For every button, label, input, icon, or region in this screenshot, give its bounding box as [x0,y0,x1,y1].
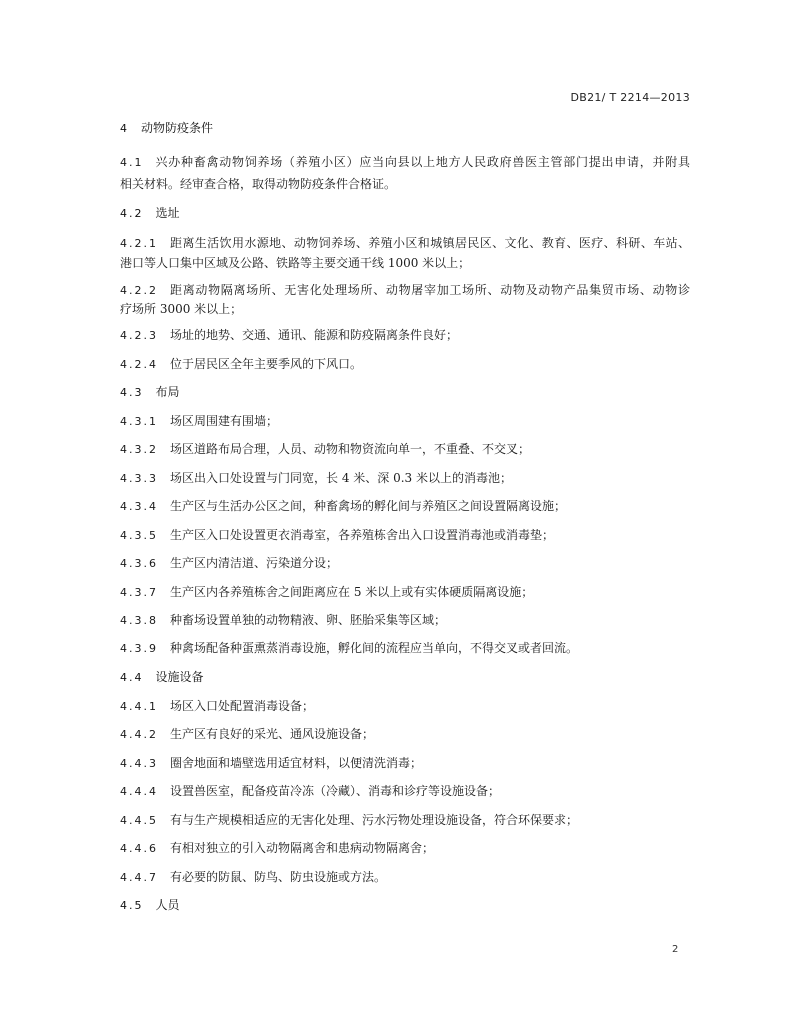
clause-4-1-continued [120,176,690,192]
clause-4-3-8 [120,612,690,628]
clause-4-4-3 [120,755,690,771]
clause-text: 种禽场配备种蛋熏蒸消毒设施，孵化间的流程应当单向，不得交叉或者回流。 [170,641,579,655]
clause-number: 4.4.3 [120,757,158,770]
clause-number: 4.4.1 [120,700,158,713]
section-heading-4-4 [120,669,690,685]
clause-text: 生产区内清洁道、污染道分设； [170,556,339,570]
clause-number: 4.4.6 [120,842,158,855]
section-title: 布局 [155,385,180,399]
section-title: 选址 [155,206,180,220]
clause-text: 场址的地势、交通、通讯、能源和防疫隔离条件良好； [170,328,459,342]
clause-4-4-6 [120,840,690,856]
clause-4-3-9 [120,640,690,656]
section-number: 4 [120,122,129,135]
clause-text: 兴办种畜禽动物饲养场（养殖小区）应当向县以上地方人民政府兽医主管部门提出申请，并附具 [155,155,690,169]
clause-number: 4.3.2 [120,443,158,456]
clause-text: 位于居民区全年主要季风的下风口。 [170,357,363,371]
section-heading-4-5 [120,897,690,913]
clause-4-1 [120,154,690,170]
clause-number: 4.4.2 [120,728,158,741]
clause-text: 场区入口处配置消毒设备； [170,699,315,713]
clause-text: 圈舍地面和墙壁选用适宜材料，以便清洗消毒； [170,756,423,770]
section-number: 4.3 [120,386,144,399]
section-title: 设施设备 [155,670,204,684]
clause-number: 4.4.7 [120,871,158,884]
clause-number: 4.2.1 [120,237,158,250]
clause-number: 4.2.2 [120,284,158,297]
clause-4-2-1-continued [120,255,690,271]
clause-text: 种畜场设置单独的动物精液、卵、胚胎采集等区域； [170,613,447,627]
clause-text: 距离生活饮用水源地、动物饲养场、养殖小区和城镇居民区、文化、教育、医疗、科研、车站、 [170,236,690,250]
page-number: 2 [672,944,679,955]
clause-text: 有相对独立的引入动物隔离舍和患病动物隔离舍； [170,841,435,855]
clause-4-4-4 [120,783,690,799]
clause-text: 距离动物隔离场所、无害化处理场所、动物屠宰加工场所、动物及动物产品集贸市场、动物诊 [170,283,690,297]
clause-number: 4.3.6 [120,557,158,570]
clause-4-3-5 [120,527,690,543]
clause-text: 生产区入口处设置更衣消毒室，各养殖栋舍出入口设置消毒池或消毒垫； [170,528,555,542]
clause-number: 4.4.4 [120,785,158,798]
clause-text: 场区出入口处设置与门同宽，长 4 米、深 0.3 米以上的消毒池； [170,471,512,485]
clause-number: 4.3.5 [120,529,158,542]
clause-text: 场区道路布局合理，人员、动物和物资流向单一，不重叠、不交叉； [170,442,531,456]
clause-text: 场区周围建有围墙； [170,414,279,428]
section-number: 4.2 [120,207,144,220]
clause-4-3-3 [120,470,690,486]
clause-number: 4.3.4 [120,500,158,513]
section-title: 人员 [155,898,180,912]
clause-4-4-7 [120,869,690,885]
clause-4-3-7 [120,584,690,600]
clause-4-3-1 [120,413,690,429]
clause-4-3-4 [120,498,690,514]
clause-number: 4.1 [120,156,144,169]
clause-4-2-2 [120,282,690,298]
clause-4-3-2 [120,441,690,457]
section-heading-4-2 [120,205,690,221]
clause-text: 有必要的防鼠、防鸟、防虫设施或方法。 [170,870,387,884]
clause-number: 4.3.8 [120,614,158,627]
clause-number: 4.3.3 [120,472,158,485]
clause-4-4-5 [120,812,690,828]
clause-4-3-6 [120,555,690,571]
clause-text: 生产区与生活办公区之间，种畜禽场的孵化间与养殖区之间设置隔离设施； [170,499,567,513]
clause-4-2-1 [120,235,690,251]
clause-text: 设置兽医室，配备疫苗冷冻（冷藏）、消毒和诊疗等设施设备； [170,784,501,798]
clause-4-4-2 [120,726,690,742]
clause-number: 4.3.7 [120,586,158,599]
clause-number: 4.4.5 [120,814,158,827]
section-heading-4 [120,120,690,136]
clause-4-2-4 [120,356,690,372]
clause-number: 4.3.9 [120,642,158,655]
section-number: 4.5 [120,899,144,912]
section-title: 动物防疫条件 [141,121,214,135]
clause-4-2-3 [120,327,690,343]
clause-text: 港口等人口集中区域及公路、铁路等主要交通干线 1000 米以上； [120,256,471,270]
clause-4-2-2-continued [120,301,690,317]
section-number: 4.4 [120,671,144,684]
clause-4-4-1 [120,698,690,714]
section-heading-4-3 [120,384,690,400]
clause-text: 生产区有良好的采光、通风设施设备； [170,727,375,741]
clause-number: 4.2.4 [120,358,158,371]
document-code: DB21/ T 2214—2013 [570,91,690,104]
clause-number: 4.3.1 [120,415,158,428]
clause-number: 4.2.3 [120,329,158,342]
clause-text: 相关材料。经审查合格，取得动物防疫条件合格证。 [120,177,397,191]
clause-text: 疗场所 3000 米以上； [120,302,243,316]
clause-text: 有与生产规模相适应的无害化处理、污水污物处理设施设备，符合环保要求； [170,813,579,827]
clause-text: 生产区内各养殖栋舍之间距离应在 5 米以上或有实体硬质隔离设施； [170,585,534,599]
